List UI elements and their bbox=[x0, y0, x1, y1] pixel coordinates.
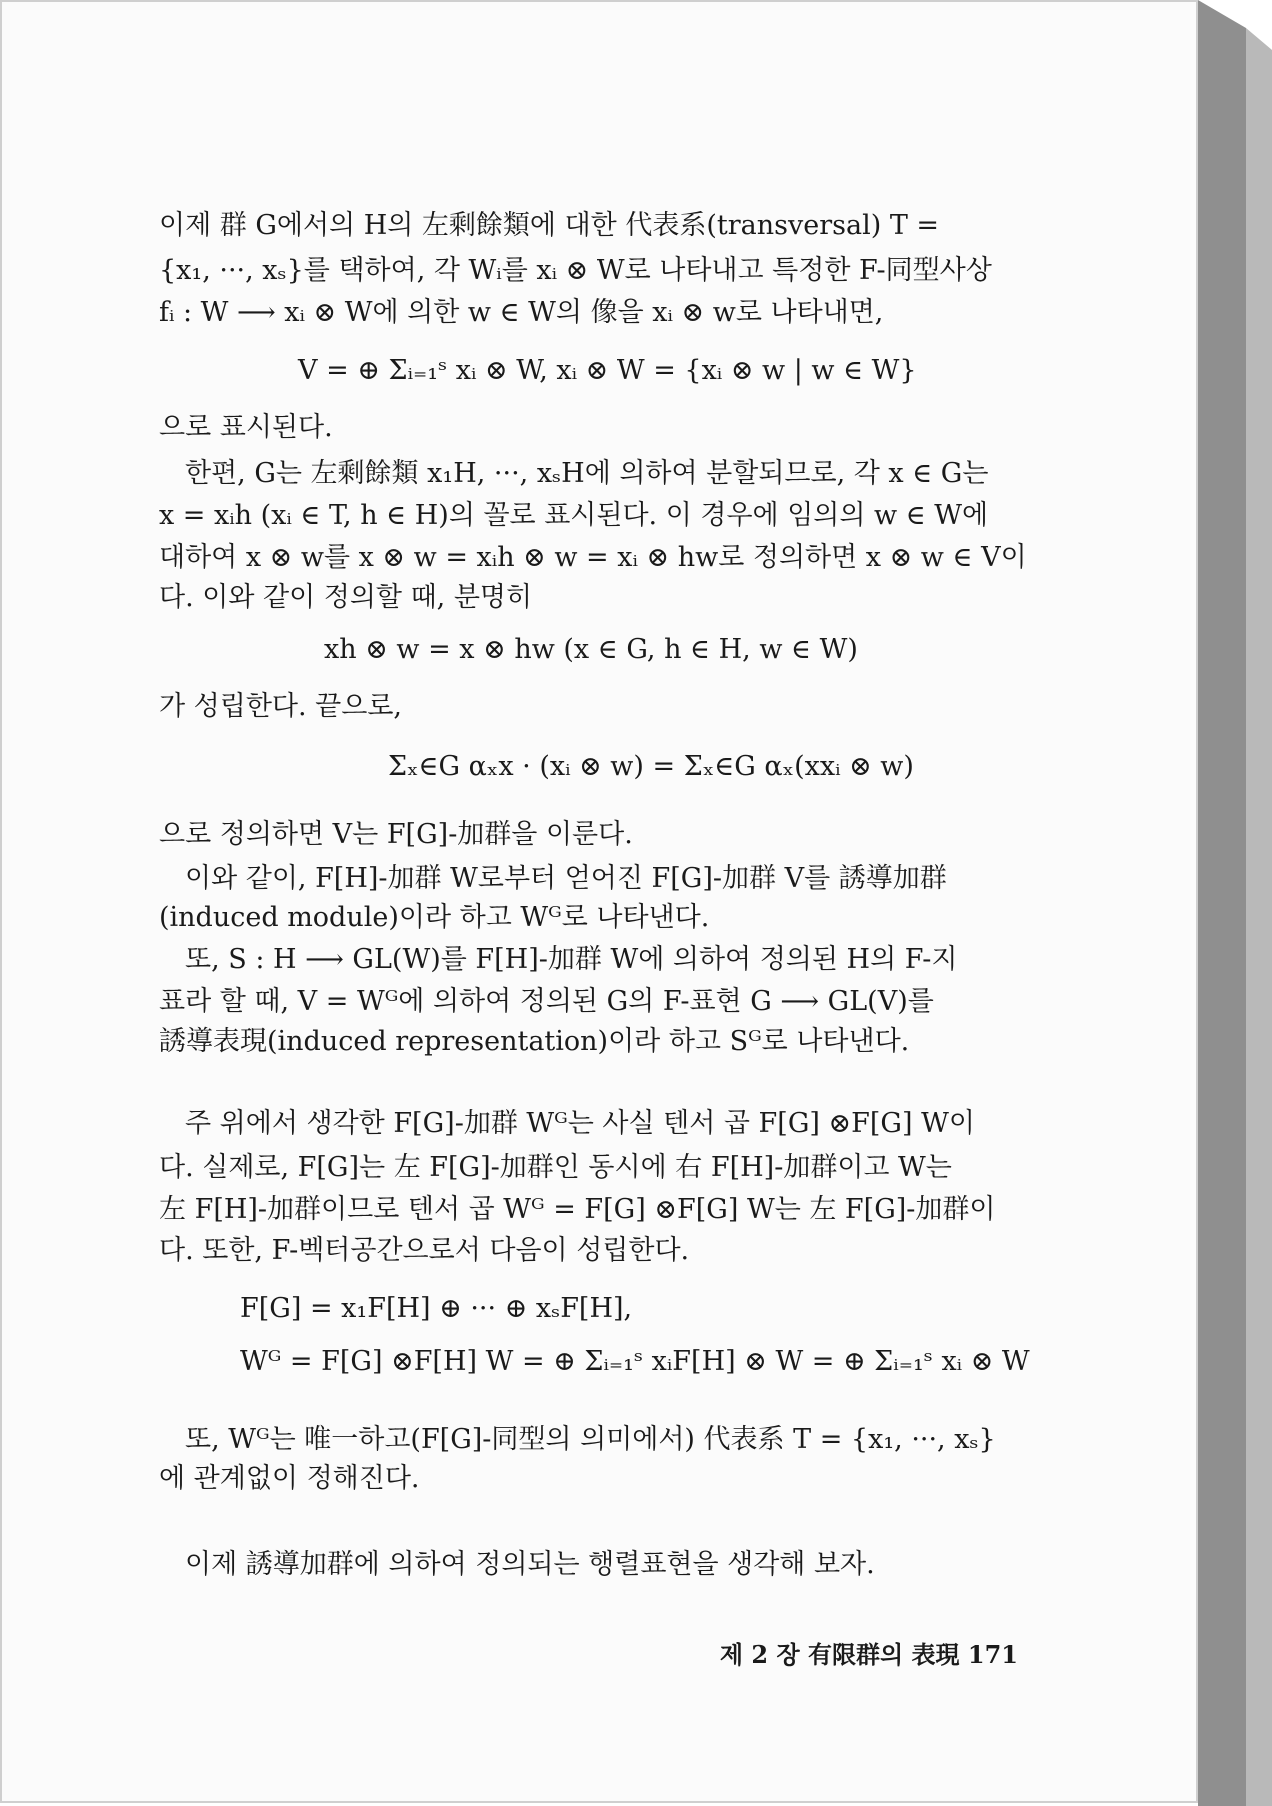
text-line: 左 F[H]-加群이므로 텐서 곱 Wᴳ = F[G] ⊗F[G] W는 左 F[G]-加群이 bbox=[159, 1194, 996, 1225]
text-line: 가 성립한다. 끝으로, bbox=[159, 691, 402, 722]
equation-group-algebra: F[G] = x₁F[H] ⊕ ··· ⊕ xₛF[H], bbox=[240, 1293, 633, 1324]
text-line: 이제 群 G에서의 H의 左剩餘類에 대한 代表系(transversal) T = bbox=[159, 210, 940, 241]
text-line: (induced module)이라 하고 Wᴳ로 나타낸다. bbox=[159, 902, 710, 933]
text-line: 대하여 x ⊗ w를 x ⊗ w = xᵢh ⊗ w = xᵢ ⊗ hw로 정의하면 x ⊗ w ∈ V이 bbox=[159, 542, 1027, 573]
text-line: 한편, G는 左剩餘類 x₁H, ···, xₛH에 의하여 분할되므로, 각 x ∈ G는 bbox=[185, 458, 989, 489]
text-line: 이제 誘導加群에 의하여 정의되는 행렬표현을 생각해 보자. bbox=[185, 1549, 875, 1580]
text-line: fᵢ : W ⟶ xᵢ ⊗ W에 의한 w ∈ W의 像을 xᵢ ⊗ w로 나타내면, bbox=[159, 297, 884, 328]
text-line: 주 위에서 생각한 F[G]-加群 Wᴳ는 사실 텐서 곱 F[G] ⊗F[G] W이 bbox=[185, 1108, 975, 1139]
text-line: 에 관계없이 정해진다. bbox=[159, 1463, 420, 1494]
text-line: 표라 할 때, V = Wᴳ에 의하여 정의된 G의 F-표현 G ⟶ GL(V)를 bbox=[159, 986, 934, 1017]
text-line: 이와 같이, F[H]-加群 W로부터 얻어진 F[G]-加群 V를 誘導加群 bbox=[185, 863, 947, 894]
text-line: 다. 또한, F-벡터공간으로서 다음이 성립한다. bbox=[159, 1235, 690, 1266]
equation-direct-sum: V = ⊕ Σᵢ₌₁ˢ xᵢ ⊗ W, xᵢ ⊗ W = {xᵢ ⊗ w | w ∈ W} bbox=[298, 355, 917, 386]
text-line: x = xᵢh (xᵢ ∈ T, h ∈ H)의 꼴로 표시된다. 이 경우에 임의의 w ∈ W에 bbox=[159, 500, 989, 531]
page-edge-shadow bbox=[1198, 0, 1272, 1806]
text-line: {x₁, ···, xₛ}를 택하여, 각 Wᵢ를 xᵢ ⊗ W로 나타내고 특정한 F-同型사상 bbox=[159, 255, 992, 286]
equation-xh-w: xh ⊗ w = x ⊗ hw (x ∈ G, h ∈ H, w ∈ W) bbox=[324, 634, 858, 665]
text-line: 으로 표시된다. bbox=[159, 412, 333, 443]
text-line: 誘導表現(induced representation)이라 하고 Sᴳ로 나타낸다. bbox=[159, 1026, 910, 1057]
text-line: 다. 이와 같이 정의할 때, 분명히 bbox=[159, 582, 533, 613]
page-footer: 제 2 장 有限群의 表現 171 bbox=[719, 1640, 1018, 1669]
equation-sum-action: Σₓ∈G αₓx · (xᵢ ⊗ w) = Σₓ∈G αₓ(xxᵢ ⊗ w) bbox=[388, 751, 914, 782]
text-line: 또, Wᴳ는 唯一하고(F[G]-同型의 의미에서) 代表系 T = {x₁, ···, xₛ} bbox=[185, 1424, 996, 1455]
text-line: 으로 정의하면 V는 F[G]-加群을 이룬다. bbox=[159, 819, 633, 850]
text-line: 또, S : H ⟶ GL(W)를 F[H]-加群 W에 의하여 정의된 H의 F-지 bbox=[185, 944, 958, 975]
text-line: 다. 실제로, F[G]는 左 F[G]-加群인 동시에 右 F[H]-加群이고 W는 bbox=[159, 1152, 952, 1183]
equation-tensor-decomposition: Wᴳ = F[G] ⊗F[H] W = ⊕ Σᵢ₌₁ˢ xᵢF[H] ⊗ W = ⊕ Σᵢ₌₁ˢ xᵢ ⊗ W bbox=[240, 1346, 1030, 1377]
